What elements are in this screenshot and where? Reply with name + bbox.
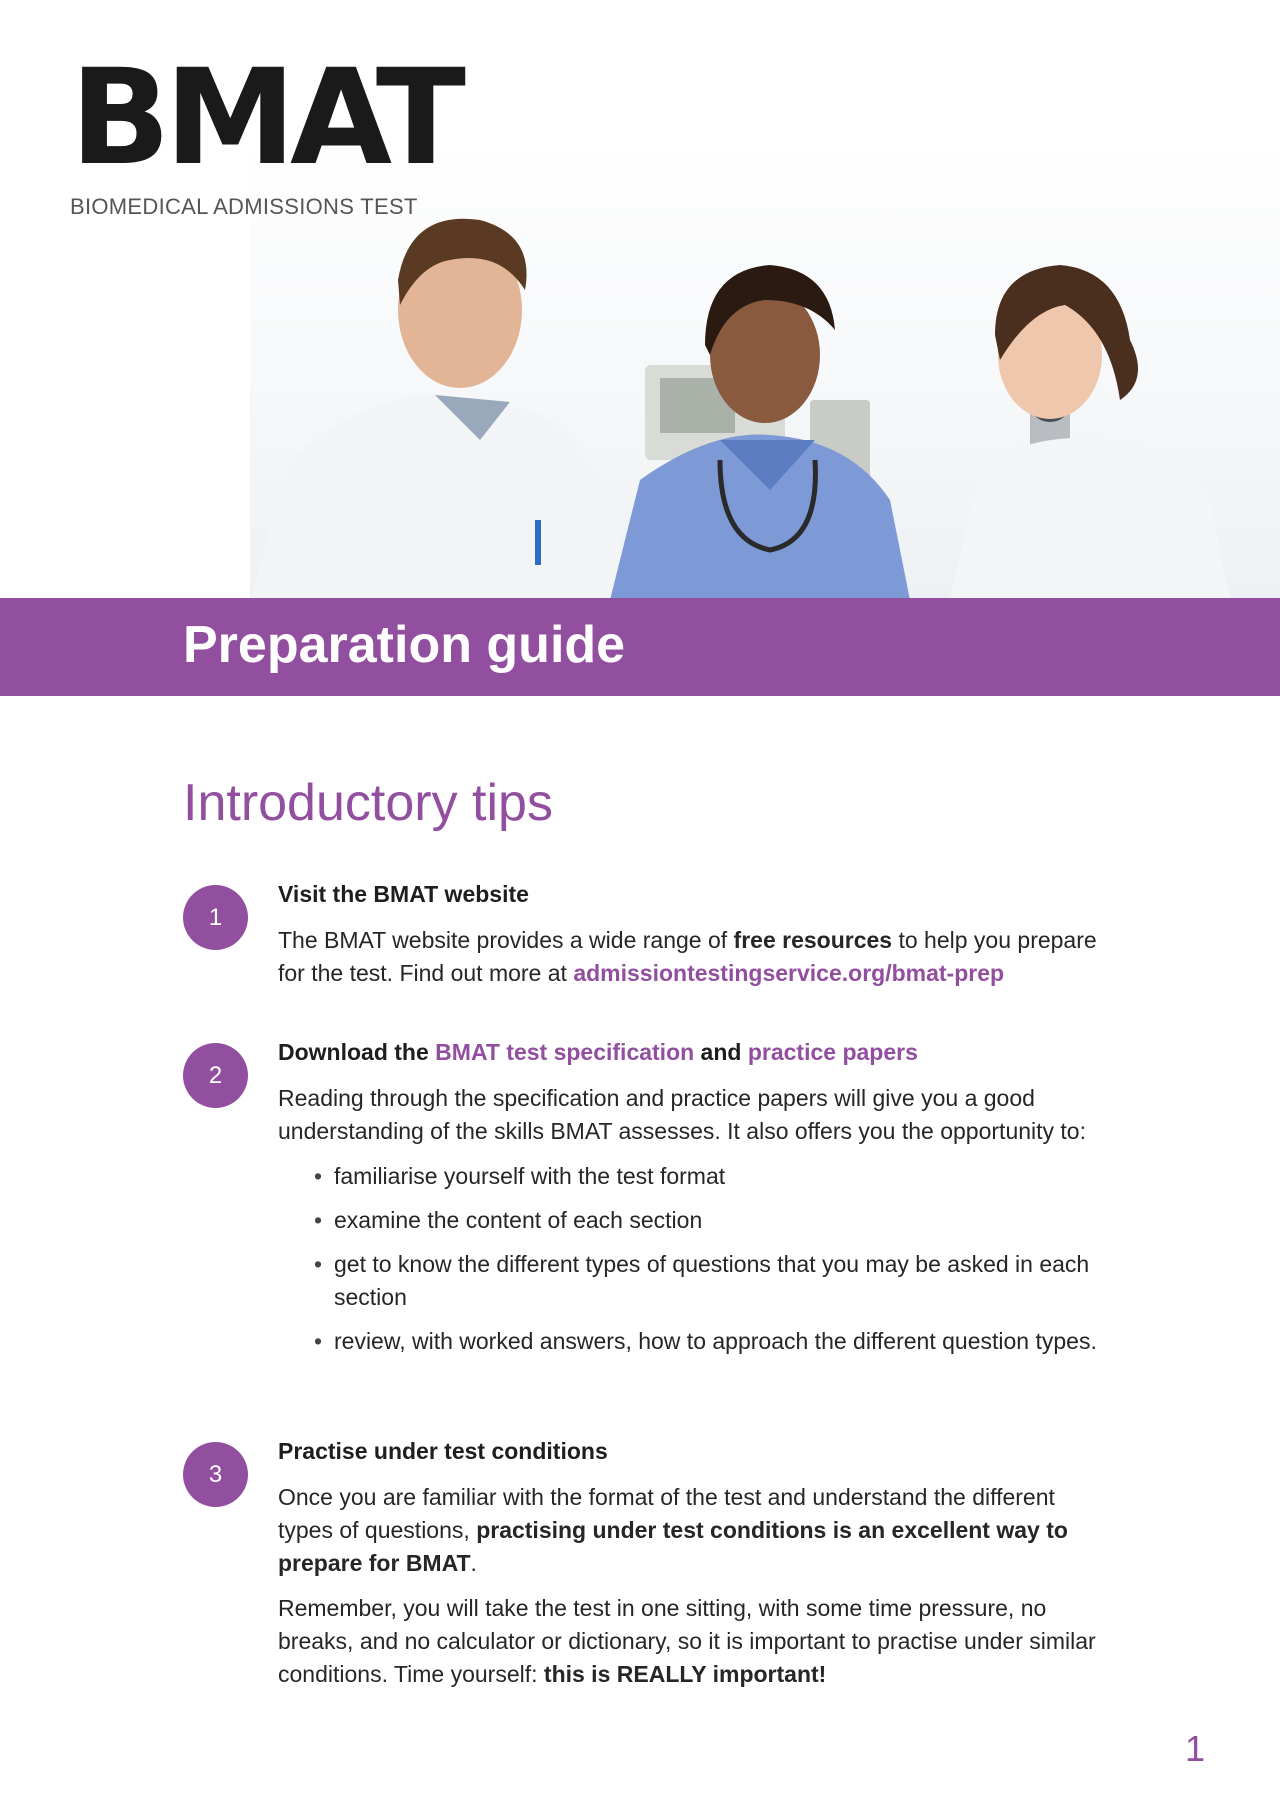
list-item: • review, with worked answers, how to approach the different question types. — [314, 1325, 1098, 1358]
tip-text: Reading through the specification and practice papers will give you a good understanding of the skills BMAT assesses. It also offers you the opportunity to: — [278, 1084, 1086, 1144]
test-specification-link[interactable]: BMAT test specification — [435, 1039, 695, 1065]
list-item: • examine the content of each section — [314, 1204, 1098, 1237]
tip-body — [278, 1038, 1098, 1369]
text-run: The BMAT website provides a wide range of — [278, 926, 734, 953]
text-run: Once you are familiar with the format of the test and understand the different types of questions, — [278, 1483, 1055, 1543]
text-run: to help you prepare for the test. Find out more at — [278, 926, 1097, 986]
list-item: • get to know the different types of questions that you may be asked in each section — [314, 1248, 1098, 1314]
bmat-prep-link[interactable]: admissiontestingservice.org/bmat-prep — [573, 959, 1005, 986]
tip-title: Visit the BMAT website — [278, 881, 529, 907]
bold-text: practising under test conditions is an excellent way to prepare for BMAT — [278, 1516, 1068, 1576]
page-number: 1 — [1185, 1728, 1206, 1769]
list-item: • familiarise yourself with the test format — [314, 1160, 1098, 1193]
tip-number-badge: 2 — [183, 1043, 248, 1108]
title-banner — [0, 598, 1280, 696]
text-run: and — [694, 1039, 748, 1065]
text-run: Download the — [278, 1039, 436, 1065]
tip-text — [278, 924, 1098, 990]
bold-text: free resources — [733, 926, 893, 953]
text-run: . — [470, 1549, 477, 1576]
tip-number-badge: 3 — [183, 1442, 248, 1507]
tip-body — [278, 1437, 1098, 1703]
tip-body — [278, 880, 1098, 1002]
practice-papers-link[interactable]: practice papers — [747, 1039, 918, 1065]
tip-title: Practise under test conditions — [278, 1438, 608, 1464]
logo-subtitle: BIOMEDICAL ADMISSIONS TEST — [70, 194, 418, 219]
banner-title: Preparation guide — [183, 616, 626, 674]
bold-text: this is REALLY important! — [543, 1660, 827, 1687]
section-heading: Introductory tips — [183, 774, 553, 832]
tip-title — [278, 1038, 1098, 1068]
text-run: Remember, you will take the test in one sitting, with some time pressure, no breaks, and no calculator or dictionary, so it is important to practise under similar conditions. Time yourself: — [278, 1594, 1096, 1687]
tip-text — [278, 1592, 1098, 1691]
bullet-list — [278, 1160, 1098, 1358]
tip-text — [278, 1481, 1098, 1580]
bmat-logo — [70, 41, 460, 220]
logo-wordmark: BMAT — [70, 41, 460, 195]
tip-number-badge: 1 — [183, 885, 248, 950]
